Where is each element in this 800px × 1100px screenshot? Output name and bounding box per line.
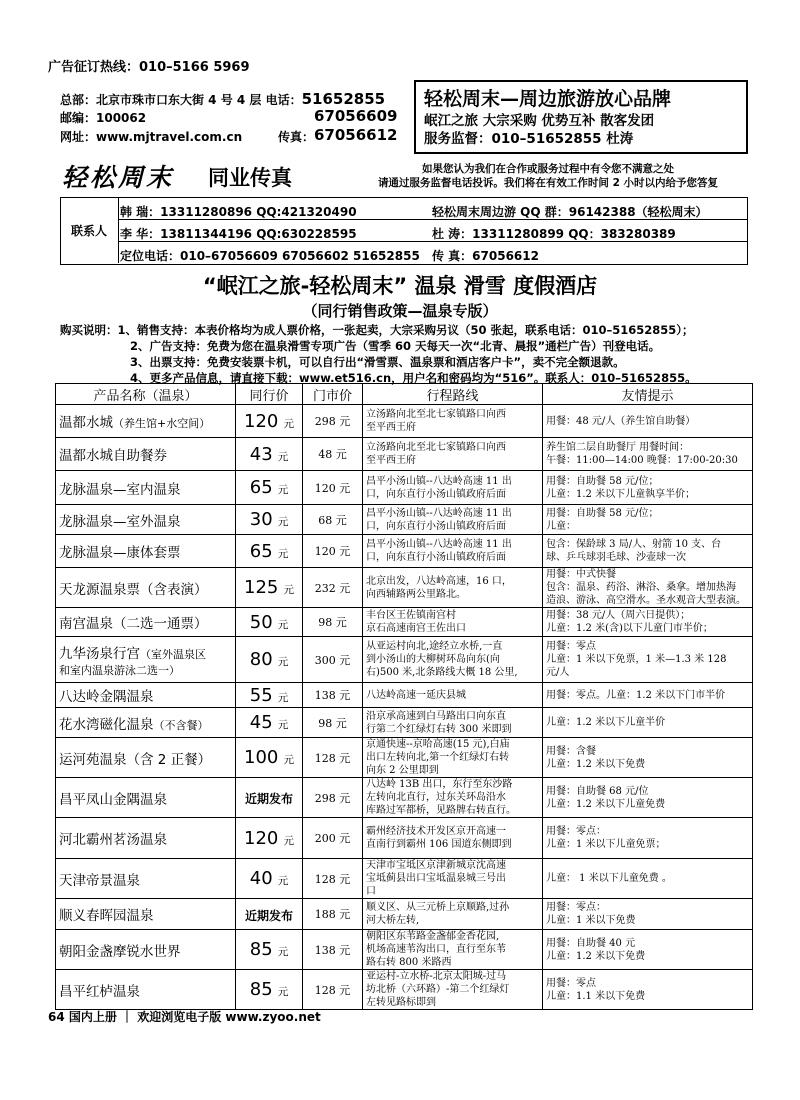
trade-price: 125	[244, 577, 279, 598]
table-row	[56, 505, 753, 535]
product-name: 昌平凤山金隅温泉	[59, 791, 167, 808]
tip-line: 用餐：自助餐 58 元/位；	[546, 507, 659, 519]
trade-price: 50	[249, 611, 273, 633]
tip-line: 用餐：零点	[546, 977, 596, 989]
tip-line: 用餐：零点。儿童：1.2 米以下门市半价	[546, 689, 726, 701]
cell-trade-price	[236, 818, 303, 859]
trade-price: 近期发布	[244, 792, 293, 806]
table-row	[56, 471, 753, 505]
cell-trade-price	[236, 438, 303, 471]
cell-gate-price: 128 元	[303, 859, 363, 899]
tip-line: 儿童：1 米以下免票，1 米—1.3 米 128	[546, 654, 727, 665]
brand-box	[414, 80, 748, 154]
route-line: 口，向东直行小汤山镇政府后面	[366, 552, 506, 563]
postcode-text: 邮编：100062	[60, 111, 147, 125]
trade-price: 55	[249, 684, 273, 706]
cell-gate-price: 300 元	[303, 637, 363, 683]
cell-product	[56, 708, 236, 738]
table-row	[56, 738, 753, 778]
cell-tips	[543, 899, 753, 930]
trade-price: 85	[249, 979, 273, 1000]
note-2: 2、广告支持：免费为您在温泉滑雪专项广告（雪季 60 天每天一次“北青、晨报”通栏广告）刊登电话。	[130, 339, 661, 353]
cell-product	[56, 438, 236, 471]
cell-tips	[543, 405, 753, 438]
cell-route	[363, 438, 543, 471]
fax-label: 传真：	[278, 130, 315, 144]
cell-route	[363, 899, 543, 930]
route-line: 京石高速南宫王佐出口	[366, 623, 466, 634]
table-row	[56, 970, 753, 1010]
cell-tips	[543, 683, 753, 708]
policy-title: （同行销售政策—温泉专版）	[302, 302, 498, 320]
cell-gate-price: 48 元	[303, 438, 363, 471]
route-line: 霸州经济技术开发区京开高速一	[366, 826, 506, 837]
tip-line: 儿童：1 米以下免费	[546, 915, 636, 926]
header-tips: 友情提示	[543, 384, 753, 405]
cell-product	[56, 568, 236, 608]
trade-price: 45	[249, 712, 273, 733]
route-line: 天津市宝坻区京津新城京沈高速	[366, 860, 506, 871]
table-row	[56, 405, 753, 438]
product-name: 昌平红栌温泉	[59, 983, 140, 1000]
route-line: 库路过军都桥，见路牌右转直行。	[366, 805, 516, 816]
route-line: 昌平小汤山镇--八达岭高速 11 出	[366, 539, 512, 550]
cell-route	[363, 970, 543, 1010]
cell-tips	[543, 505, 753, 535]
cell-trade-price	[236, 930, 303, 970]
price-unit: 元	[277, 691, 289, 704]
route-line: 朝阳区东苇路金盏郁金香花园,	[366, 931, 500, 942]
table-row	[56, 708, 753, 738]
cell-trade-price	[236, 505, 303, 535]
tip-line: 儿童： 1 米以下儿童免费 。	[546, 873, 672, 884]
fax-subtitle: 同业传真	[208, 166, 292, 190]
page-footer: 64 国内上册 ｜ 欢迎浏览电子版 www.zyoo.net	[48, 1010, 321, 1024]
price-unit: 元	[277, 986, 289, 998]
cell-gate-price: 120 元	[303, 471, 363, 505]
cell-tips	[543, 708, 753, 738]
cell-product	[56, 405, 236, 438]
phone-second: 67056609	[314, 107, 398, 125]
route-line: 京通快速--京哈高速(15 元),白庙	[366, 739, 510, 750]
price-unit: 元	[277, 875, 289, 887]
contact-han-rui: 韩 瑞：13311280896 QQ:421320490	[120, 205, 357, 219]
route-line: 沿京承高速到白马路出口向东直	[366, 710, 506, 722]
cell-tips	[543, 738, 753, 778]
trade-price: 65	[249, 540, 273, 562]
route-line: 出口左转向北,第一个红绿灯右转	[366, 752, 510, 763]
contact-fixed-phone: 定位电话：010–67056609 67056602 51652855	[120, 249, 420, 263]
cell-tips	[543, 471, 753, 505]
cell-trade-price	[236, 683, 303, 708]
qq-group: 轻松周末周边游 QQ 群：96142388（轻松周末）	[432, 205, 708, 219]
tip-line: 用餐：含餐	[546, 745, 596, 757]
contact-label: 联系人	[70, 223, 107, 238]
route-line: 机场高速苇沟出口，直行至东苇	[366, 944, 506, 955]
table-row	[56, 899, 753, 930]
trade-price: 120	[244, 410, 279, 432]
brand-tagline: 岷江之旅 大宗采购 优势互补 散客发团	[424, 113, 655, 129]
product-name: 天龙源温泉票（含表演）	[59, 581, 208, 598]
product-name: 九华汤泉行宫	[59, 645, 140, 662]
cell-route	[363, 683, 543, 708]
tip-line: 用餐：零点	[546, 641, 596, 652]
price-unit: 元	[277, 484, 289, 496]
trade-price: 43	[249, 443, 273, 465]
table-row	[56, 818, 753, 859]
route-line: 河大桥左转,	[366, 915, 420, 926]
cell-tips	[543, 818, 753, 859]
cell-route	[363, 708, 543, 738]
cell-gate-price: 232 元	[303, 568, 363, 608]
trade-price: 80	[249, 649, 273, 670]
cell-trade-price	[236, 535, 303, 568]
cell-product	[56, 899, 236, 930]
cell-product	[56, 818, 236, 859]
route-line: 坊北桥（六环路）-第二个红绿灯	[366, 984, 510, 995]
tip-line: 用餐：38 元/人（周六日提供）；	[546, 610, 691, 621]
cell-product	[56, 778, 236, 818]
tip-line: 用餐：零点：	[546, 826, 606, 837]
route-line: 向东 2 公里即到	[366, 765, 439, 776]
header-product: 产品名称（温泉）	[56, 384, 236, 405]
table-row	[56, 568, 753, 608]
contact-divider-v	[118, 197, 119, 263]
note-4: 4、更多产品信息，请直接下载：www.et516.cn，用户名和密码均为“516”。联系人：010–51652855。	[130, 371, 697, 385]
cell-route	[363, 859, 543, 899]
route-line: 右)500 米,北条路线大概 18 公里,	[366, 667, 518, 678]
complaint-notice	[348, 162, 748, 190]
table-row	[56, 535, 753, 568]
cell-route	[363, 505, 543, 535]
cell-trade-price	[236, 970, 303, 1010]
header-website	[60, 128, 398, 145]
cell-route	[363, 738, 543, 778]
cell-tips	[543, 637, 753, 683]
route-line: 左转见路标即到	[366, 997, 436, 1008]
price-unit: 元	[277, 946, 289, 958]
product-name: 南宫温泉（二选一通票）	[59, 616, 208, 632]
cell-gate-price: 68 元	[303, 505, 363, 535]
table-body	[56, 405, 753, 1010]
table-row	[56, 778, 753, 818]
contact-li-hua: 李 华：13811344196 QQ:630228595	[120, 227, 357, 241]
product-note: （养生馆+水空间）	[113, 417, 211, 430]
cell-tips	[543, 438, 753, 471]
cell-product	[56, 738, 236, 778]
price-unit: 元	[283, 584, 294, 596]
cell-tips	[543, 859, 753, 899]
tip-line: 元/人	[546, 667, 570, 678]
route-line: 路右转 800 米路西	[366, 957, 452, 968]
product-name: 龙脉温泉—康体套票	[59, 545, 181, 561]
cell-route	[363, 608, 543, 637]
tip-line: 养生馆二层自助餐厅 用餐时间：	[546, 442, 690, 453]
tip-line: 儿童：1.2 米以下免费	[546, 950, 646, 962]
price-table	[55, 383, 753, 1010]
trade-price: 40	[249, 868, 273, 889]
cell-gate-price: 98 元	[303, 608, 363, 637]
trade-price: 近期发布	[244, 908, 293, 923]
product-name: 河北霸州茗汤温泉	[59, 832, 167, 848]
tip-line: 儿童：1.1 米以下免费	[546, 990, 646, 1002]
cell-trade-price	[236, 637, 303, 683]
cell-product	[56, 970, 236, 1010]
product-name: 龙脉温泉—室内温泉	[59, 481, 181, 498]
cell-route	[363, 568, 543, 608]
route-line: 丰台区王佐镇南宫村	[366, 610, 456, 621]
cell-trade-price	[236, 568, 303, 608]
price-unit: 元	[277, 516, 289, 528]
route-line: 至平西王府	[366, 422, 416, 433]
route-line: 口，向东直行小汤山镇政府后面	[366, 520, 506, 532]
route-line: 北京出发，八达岭高速，16 口，	[366, 575, 512, 587]
cell-product	[56, 637, 236, 683]
cell-product	[56, 930, 236, 970]
cell-trade-price	[236, 405, 303, 438]
price-unit: 元	[277, 719, 289, 731]
cell-product	[56, 859, 236, 899]
tip-line: 午餐：11:00—14:00 晚餐：17:00-20:30	[546, 455, 738, 466]
brand-title: 轻松周末—周边旅游放心品牌	[424, 88, 672, 110]
tip-line: 用餐：自助餐 68 元/位	[546, 785, 649, 797]
trade-price: 100	[244, 747, 279, 768]
route-line: 口，向东直行小汤山镇政府后面	[366, 488, 506, 500]
route-line: 昌平小汤山镇--八达岭高速 11 出	[366, 475, 512, 487]
product-name: 朝阳金盏摩锐水世界	[59, 943, 181, 960]
cell-route	[363, 930, 543, 970]
ad-hotline: 广告征订热线：010–5166 5969	[48, 60, 250, 75]
cell-route	[363, 405, 543, 438]
tip-line: 儿童：1.2 米(含)以下儿童门市半价；	[546, 623, 713, 634]
cell-trade-price	[236, 899, 303, 930]
product-name: 温都水城自助餐券	[59, 448, 167, 464]
fax-number: 67056612	[314, 126, 398, 144]
route-line: 八达岭 13B 出口，东行至东沙路	[366, 779, 513, 790]
price-unit: 元	[283, 417, 294, 430]
tip-line: 儿童：1.2 米以下儿童免费	[546, 798, 666, 810]
header-postcode	[60, 109, 398, 126]
cell-trade-price	[236, 778, 303, 818]
table-row	[56, 683, 753, 708]
tip-line: 儿童：	[546, 520, 576, 532]
price-unit: 元	[277, 547, 289, 560]
price-unit: 元	[277, 450, 289, 463]
product-name: 温都水城	[59, 415, 113, 431]
product-note: （室外温泉区	[140, 647, 206, 661]
cell-product	[56, 683, 236, 708]
product-note-2: 和室内温泉游泳二选一）	[59, 663, 180, 677]
route-line: 立汤路向北至北七家镇路口向西	[366, 409, 506, 420]
cell-tips	[543, 608, 753, 637]
table-row	[56, 930, 753, 970]
cell-trade-price	[236, 859, 303, 899]
cell-route	[363, 778, 543, 818]
product-name: 顺义春晖园温泉	[59, 908, 154, 924]
contact-du-tao: 杜 涛：13311280899 QQ：383280389	[432, 227, 676, 241]
trade-price: 65	[249, 477, 273, 498]
route-line: 亚运村-立水桥-北京太阳城-过马	[366, 971, 507, 982]
tip-line: 用餐：中式快餐	[546, 569, 616, 580]
tip-line: 儿童：1.2 米以下儿童執享半价；	[546, 488, 696, 500]
tip-line: 包含：保龄球 3 局/人、射箭 10 支、台	[546, 539, 722, 550]
note-3: 3、出票支持：免费安装票卡机，可以自行出“滑雪票、温泉票和酒店客户卡”，卖不完全额退款。	[130, 355, 625, 369]
header-gate-price: 门市价	[303, 384, 363, 405]
brand-supervision: 服务监督：010–51652855 杜涛	[424, 131, 634, 147]
cell-gate-price: 120 元	[303, 535, 363, 568]
price-unit: 元	[283, 754, 294, 766]
cell-gate-price: 98 元	[303, 708, 363, 738]
tip-line: 用餐：48 元/人（养生馆自助餐）	[546, 415, 696, 427]
tip-line: 用餐：零点：	[546, 902, 606, 913]
route-line: 宝坻蓟县出口宝坻温泉城三号出	[366, 873, 506, 884]
tip-line: 用餐：自助餐 40 元	[546, 937, 636, 949]
tip-line: 儿童：1.2 米以下儿童半价	[546, 717, 666, 728]
product-name: 天津帝景温泉	[59, 872, 140, 889]
product-name: 花水湾磁化温泉	[59, 716, 154, 733]
table-row	[56, 637, 753, 683]
route-line: 顺义区、从三元桥上京顺路,过孙	[366, 902, 510, 913]
phone-main: 51652855	[301, 90, 386, 108]
product-note: （不含餐）	[153, 718, 209, 732]
cell-route	[363, 535, 543, 568]
cell-tips	[543, 778, 753, 818]
cell-product	[56, 471, 236, 505]
header-route: 行程路线	[363, 384, 543, 405]
route-line: 到小汤山的大柳树环岛向东(向	[366, 654, 500, 665]
route-line: 向西辅路两公里路北。	[366, 588, 466, 600]
product-name: 运河苑温泉（含 2 正餐）	[59, 751, 212, 768]
route-line: 直南行到霸州 106 国道东侧即到	[366, 839, 512, 850]
address-text: 总部：北京市珠市口东大街 4 号 4 层 电话：	[60, 93, 302, 107]
cell-gate-price: 138 元	[303, 930, 363, 970]
cell-tips	[543, 568, 753, 608]
route-line: 八达岭高速一延庆县城	[366, 689, 466, 701]
tip-line: 包含：温泉、药浴、淋浴、桑拿。增加热海	[546, 582, 736, 593]
route-line: 至平西王府	[366, 455, 416, 466]
cell-route	[363, 637, 543, 683]
cell-trade-price	[236, 738, 303, 778]
cell-gate-price: 128 元	[303, 738, 363, 778]
cell-route	[363, 818, 543, 859]
cell-tips	[543, 535, 753, 568]
tip-line: 儿童：1.2 米以下免费	[546, 758, 646, 770]
table-row	[56, 438, 753, 471]
cell-gate-price: 298 元	[303, 778, 363, 818]
price-unit: 元	[277, 618, 289, 631]
table-row	[56, 608, 753, 637]
cell-gate-price: 128 元	[303, 970, 363, 1010]
fax-title: 轻松周末	[62, 163, 175, 192]
product-name: 龙脉温泉—室外温泉	[59, 513, 181, 530]
website-text[interactable]: 网址：www.mjtravel.com.cn	[60, 130, 243, 144]
tip-line: 儿童：1 米以下儿童免票；	[546, 839, 666, 850]
tip-line: 用餐：自助餐 58 元/位；	[546, 475, 659, 487]
cell-gate-price: 200 元	[303, 818, 363, 859]
cell-gate-price: 138 元	[303, 683, 363, 708]
cell-route	[363, 471, 543, 505]
main-title: “岷江之旅-轻松周末” 温泉 滑雪 度假酒店	[202, 274, 598, 298]
header-trade-price: 同行价	[236, 384, 303, 405]
cell-gate-price: 298 元	[303, 405, 363, 438]
cell-product	[56, 505, 236, 535]
tip-line: 造浪、游泳、高空滑水。圣水观音大型表演。	[546, 595, 746, 606]
complaint-line-2: 请通过服务监督电话投诉。我们将在有效工作时间 2 小时以内给予您答复	[377, 177, 719, 189]
contact-fax: 传 真：67056612	[432, 249, 539, 263]
table-row	[56, 859, 753, 899]
trade-price: 85	[249, 939, 273, 960]
route-line: 行第二个红绿灯右转 300 米即到	[366, 723, 512, 735]
trade-price: 120	[244, 827, 279, 849]
route-line: 从亚运村向北,途经立水桥,一直	[366, 641, 503, 652]
cell-tips	[543, 930, 753, 970]
complaint-line-1: 如果您认为我们在合作或服务过程中有令您不满意之处	[422, 163, 674, 175]
cell-tips	[543, 970, 753, 1010]
cell-trade-price	[236, 471, 303, 505]
route-line: 左转向北直行，过东关环岛沿水	[366, 792, 506, 803]
route-line: 立汤路向北至北七家镇路口向西	[366, 442, 506, 453]
cell-trade-price	[236, 708, 303, 738]
note-1: 购买说明：1、销售支持：本表价格均为成人票价格，一张起卖，大宗采购另议（50 张起，联系电话：010–51652855）；	[60, 323, 694, 337]
price-unit: 元	[277, 656, 289, 668]
route-line: 口	[366, 886, 376, 897]
product-name: 八达岭金隅温泉	[59, 689, 154, 705]
header-address	[60, 90, 385, 108]
cell-trade-price	[236, 608, 303, 637]
table-header-row	[56, 384, 753, 405]
cell-product	[56, 535, 236, 568]
cell-product	[56, 608, 236, 637]
trade-price: 30	[249, 509, 273, 530]
route-line: 昌平小汤山镇--八达岭高速 11 出	[366, 507, 512, 519]
tip-line: 球、乒乓球羽毛球、沙壶球一次	[546, 552, 686, 563]
cell-gate-price: 188 元	[303, 899, 363, 930]
price-unit: 元	[283, 834, 294, 847]
